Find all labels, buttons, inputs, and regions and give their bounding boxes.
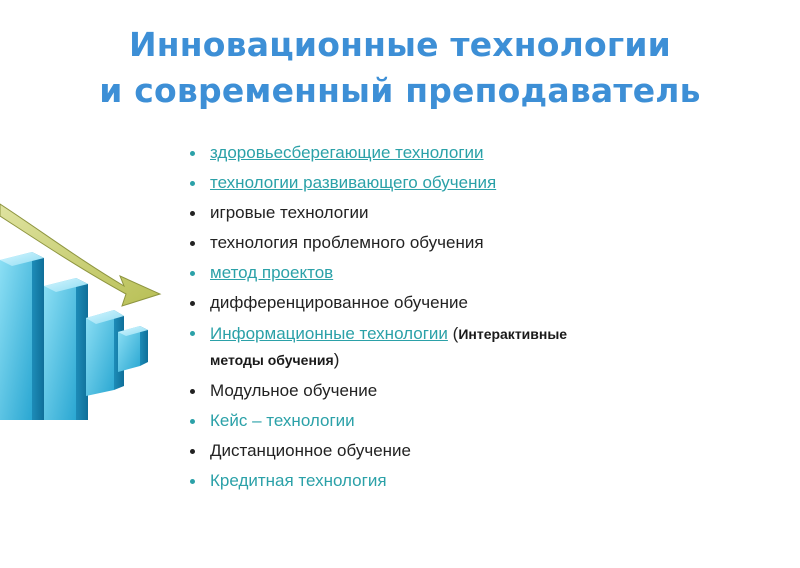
link-project-method[interactable]: метод проектов (210, 263, 334, 282)
interactive-label: Интерактивные (458, 326, 568, 342)
list-item (190, 138, 710, 168)
list-item (190, 198, 710, 228)
methods-label: методы обучения (210, 352, 334, 368)
list-item (190, 228, 710, 258)
title-line-2: и современный преподаватель (99, 71, 701, 110)
technology-list (190, 138, 710, 496)
paren-open: ( (447, 324, 459, 343)
bullet-icon (190, 241, 195, 246)
link-developmental-learning[interactable]: технологии развивающего обучения (210, 173, 497, 192)
list-item (190, 288, 710, 318)
bar-1 (0, 252, 44, 420)
bullet-icon (190, 419, 195, 424)
list-item (190, 406, 710, 436)
paren-close: ) (333, 350, 340, 369)
item-text: Кредитная технология (210, 471, 387, 490)
bar-2 (44, 278, 88, 420)
bullet-icon (190, 211, 195, 216)
bullet-icon (190, 181, 195, 186)
chart-arrow-illustration (0, 190, 200, 420)
link-health-saving[interactable]: здоровьесберегающие технологии (210, 143, 484, 162)
item-text: Модульное обучение (210, 381, 378, 400)
slide-title (0, 22, 800, 114)
list-item (190, 258, 710, 288)
item-text: технология проблемного обучения (210, 233, 484, 252)
list-item (190, 466, 710, 496)
bullet-icon (190, 331, 195, 336)
list-item (190, 168, 710, 198)
item-text: Дистанционное обучение (210, 441, 412, 460)
list-item (190, 318, 710, 376)
bullet-icon (190, 301, 195, 306)
title-line-1: Инновационные технологии (128, 25, 671, 64)
item-text: игровые технологии (210, 203, 369, 222)
bullet-icon (190, 449, 195, 454)
bullet-icon (190, 151, 195, 156)
bullet-icon (190, 271, 195, 276)
list-item (190, 436, 710, 466)
bar-4 (118, 326, 148, 372)
bullet-icon (190, 389, 195, 394)
link-information-technologies[interactable]: Информационные технологии (210, 324, 448, 343)
item-text: Кейс – технологии (210, 411, 355, 430)
item-text: дифференцированное обучение (210, 293, 468, 312)
list-item (190, 376, 710, 406)
bullet-icon (190, 479, 195, 484)
